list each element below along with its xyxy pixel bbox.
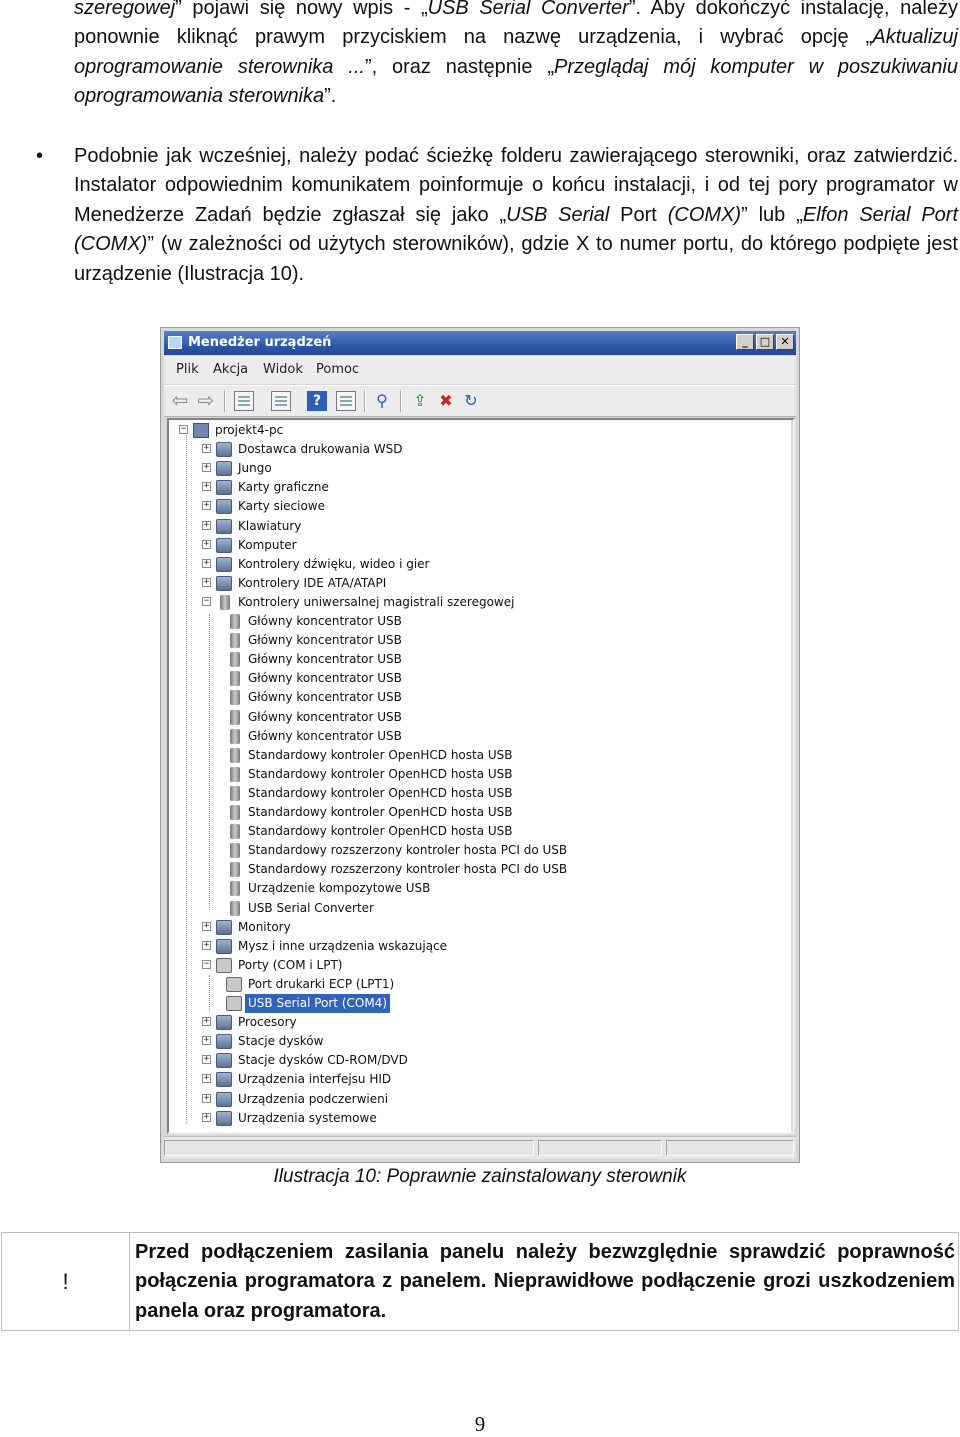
instruction-paragraph: Podobnie jak wcześniej, należy podać ścieżkę folderu zawierającego sterowniki, oraz zatwierdzić. Instalator odpowiednim komunikatem poinformuje o końcu instalacji, i od tej pory programator w Menedżerze Zadań będzie zgłaszał się jako „USB Serial Port (COMX)” lub „Elfon Serial Port (COMX)” (w zależności od użytych sterowników), gdzie X to numer portu, do którego podpięte jest urządzenie (Ilustracja 10). (74, 145, 959, 285)
device-manager-app-icon (168, 336, 182, 349)
usb-device-icon (230, 690, 240, 705)
intro-paragraph: szeregowej” pojawi się nowy wpis - „USB Serial Converter”. Aby dokończyć instalację, należy ponownie kliknąć prawym przyciskiem na nazwę urządzenia, i wybrać opcję „Aktualizuj oprogramowanie sterownika ...”, oraz następnie „Przeglądaj mój komputer w poszukiwaniu oprogramowania sterownika”. (74, 0, 958, 108)
menu-widok[interactable]: Widok (263, 362, 303, 377)
usb-device-icon (230, 786, 240, 801)
cat-device-icon (216, 939, 232, 954)
usb-device-icon (230, 710, 240, 725)
tree-item-label: Jungo (238, 461, 272, 476)
device-manager-screenshot (160, 327, 800, 1163)
expand-toggle-icon[interactable]: + (203, 1073, 210, 1084)
expand-toggle-icon[interactable]: + (203, 576, 210, 587)
tree-item-label: Urządzenia systemowe (238, 1110, 377, 1125)
expand-toggle-icon[interactable]: + (203, 1035, 210, 1046)
minimize-button[interactable]: _ (736, 334, 754, 350)
expand-toggle-icon[interactable]: + (203, 1016, 210, 1027)
expand-toggle-icon[interactable]: + (203, 1092, 210, 1103)
tree-item-label: Komputer (238, 537, 297, 552)
tree-item-label: Główny koncentrator USB (248, 671, 402, 686)
usb-device-icon (230, 824, 240, 839)
toolbar-separator (364, 390, 366, 412)
tree-item-label: Standardowy kontroler OpenHCD hosta USB (248, 747, 513, 762)
tree-item-label: Standardowy kontroler OpenHCD hosta USB (248, 805, 513, 819)
window-title: Menedżer urządzeń (188, 335, 332, 350)
view-icon[interactable] (234, 391, 254, 411)
tree-item-label: Kontrolery dźwięku, wideo i gier (238, 556, 430, 571)
expand-toggle-icon[interactable]: + (203, 920, 210, 931)
scroll-edge (791, 420, 793, 1132)
usb-device-icon (230, 901, 240, 916)
tree-item-label: Standardowy kontroler OpenHCD hosta USB (248, 824, 513, 839)
usb-device-icon (230, 614, 240, 629)
collapse-toggle-icon[interactable]: − (203, 958, 210, 969)
menu-bar (164, 356, 796, 384)
properties-icon[interactable] (271, 391, 291, 411)
tree-item-label: Monitory (238, 919, 291, 934)
toolbar-separator (224, 390, 226, 412)
toolbar-separator (400, 390, 402, 412)
cat-device-icon (216, 1034, 232, 1049)
cat-device-icon (216, 442, 232, 457)
tree-item-label: Standardowy rozszerzony kontroler hosta PCI do USB (248, 862, 568, 877)
expand-toggle-icon[interactable]: + (203, 538, 210, 549)
warning-box (1, 1232, 959, 1331)
cat-device-icon (216, 576, 232, 591)
warning-text: Przed podłączeniem zasilania panelu należy bezwzględnie sprawdzić poprawność połączenia programatora z panelem. Nieprawidłowe podłączenie grozi uszkodzeniem panela oraz programatora. (135, 1241, 955, 1322)
tree-item-label: Główny koncentrator USB (248, 633, 402, 648)
tree-item-label: Główny koncentrator USB (248, 728, 402, 743)
cat-device-icon (216, 920, 232, 935)
tree-item-label: Standardowy kontroler OpenHCD hosta USB (248, 766, 513, 781)
menu-akcja[interactable]: Akcja (213, 362, 249, 377)
toolbar (164, 385, 796, 417)
cat-device-icon (216, 538, 232, 553)
expand-toggle-icon[interactable]: + (203, 500, 210, 511)
collapse-toggle-icon[interactable]: − (180, 424, 187, 434)
usb-device-icon (230, 843, 240, 858)
port-device-icon (216, 958, 232, 973)
cat-device-icon (216, 519, 232, 534)
enable-icon[interactable]: ↻ (464, 391, 478, 410)
tree-item-label: Główny koncentrator USB (248, 614, 402, 628)
cat-device-icon (216, 1111, 232, 1126)
exclamation-icon: ! (2, 1233, 130, 1330)
tree-item-label: USB Serial Converter (248, 900, 374, 915)
usb-device-icon (230, 652, 240, 667)
expand-toggle-icon[interactable]: + (203, 1054, 210, 1065)
expand-toggle-icon[interactable]: + (203, 519, 210, 530)
tree-item-label: Dostawca drukowania WSD (238, 442, 403, 457)
tree-item-label: Karty graficzne (238, 480, 329, 495)
tree-item-label: Kontrolery uniwersalnej magistrali szeregowej (238, 594, 515, 609)
tree-item-label: Port drukarki ECP (LPT1) (248, 976, 395, 991)
status-panel (164, 1140, 534, 1156)
tree-item-label: Urządzenia interfejsu HID (238, 1072, 392, 1087)
tree-item-label: Urządzenia podczerwieni (238, 1091, 389, 1106)
expand-toggle-icon[interactable]: + (203, 939, 210, 950)
back-icon[interactable]: ⇦ (171, 388, 189, 412)
port-device-icon (226, 996, 242, 1011)
tree-connector (186, 432, 187, 1124)
cat-device-icon (216, 1053, 232, 1068)
usb-device-icon (230, 767, 240, 782)
tree-item-label: Kontrolery IDE ATA/ATAPI (238, 575, 387, 590)
tree-item-label: Stacje dysków (238, 1034, 324, 1049)
expand-toggle-icon[interactable]: + (203, 1111, 210, 1122)
help-icon[interactable]: ? (307, 391, 327, 411)
device-tree[interactable] (167, 418, 795, 1134)
close-button[interactable]: ✕ (776, 334, 794, 350)
expand-toggle-icon[interactable]: + (203, 481, 210, 492)
scan-icon[interactable]: ⚲ (376, 391, 388, 410)
usb-device-icon (230, 671, 240, 686)
tree-item-label: Główny koncentrator USB (248, 652, 402, 667)
expand-toggle-icon[interactable]: + (203, 462, 210, 473)
status-bar (164, 1136, 796, 1159)
cat-device-icon (216, 499, 232, 514)
usb-device-icon (230, 729, 240, 744)
tree-item-label: Karty sieciowe (238, 499, 326, 514)
status-panel (538, 1140, 662, 1156)
usb-device-icon (230, 748, 240, 763)
bullet-marker: • (36, 145, 44, 167)
usb-device-icon (220, 595, 230, 610)
tree-item-label: Klawiatury (238, 518, 302, 533)
tree-item-label: Standardowy rozszerzony kontroler hosta PCI do USB (248, 843, 568, 858)
tree-item-label: Procesory (238, 1015, 297, 1030)
uninstall-icon[interactable]: ✖ (439, 391, 453, 410)
cat-device-icon (216, 1092, 232, 1107)
tree-item-label: USB Serial Port (COM4) (245, 994, 390, 1013)
usb-device-icon (230, 633, 240, 648)
action-view-icon[interactable] (336, 391, 356, 411)
tree-item-label: Mysz i inne urządzenia wskazujące (238, 938, 448, 953)
figure-caption: Ilustracja 10: Poprawnie zainstalowany sterownik (273, 1166, 687, 1187)
tree-connector (209, 614, 210, 910)
maximize-button[interactable]: □ (756, 334, 774, 350)
usb-device-icon (230, 805, 240, 820)
update-driver-icon[interactable]: ⇪ (413, 391, 427, 410)
collapse-toggle-icon[interactable]: − (203, 595, 210, 606)
tree-item-label: Stacje dysków CD-ROM/DVD (238, 1053, 408, 1068)
expand-toggle-icon[interactable]: + (203, 557, 210, 568)
tree-item-label: Główny koncentrator USB (248, 690, 402, 705)
forward-icon[interactable]: ⇨ (197, 388, 215, 412)
cat-device-icon (216, 1072, 232, 1087)
usb-device-icon (230, 881, 240, 896)
cat-device-icon (216, 1015, 232, 1030)
tree-item-label: Urządzenie kompozytowe USB (248, 881, 431, 896)
tree-item-label: projekt4-pc (215, 423, 284, 437)
expand-toggle-icon[interactable]: + (203, 443, 210, 454)
menu-pomoc[interactable]: Pomoc (316, 362, 360, 377)
port-device-icon (226, 977, 242, 992)
tree-connector (209, 975, 210, 1013)
menu-plik[interactable]: Plik (176, 362, 199, 377)
tree-item-label: Standardowy kontroler OpenHCD hosta USB (248, 785, 513, 800)
cat-device-icon (216, 480, 232, 495)
cat-device-icon (216, 461, 232, 476)
window-titlebar[interactable] (164, 331, 796, 355)
usb-device-icon (230, 862, 240, 877)
cat-device-icon (216, 557, 232, 572)
tree-item-label: Główny koncentrator USB (248, 709, 402, 724)
status-panel (666, 1140, 794, 1156)
tree-item-label: Porty (COM i LPT) (238, 957, 343, 972)
pc-device-icon (193, 423, 209, 438)
page-number: 9 (474, 1412, 486, 1436)
